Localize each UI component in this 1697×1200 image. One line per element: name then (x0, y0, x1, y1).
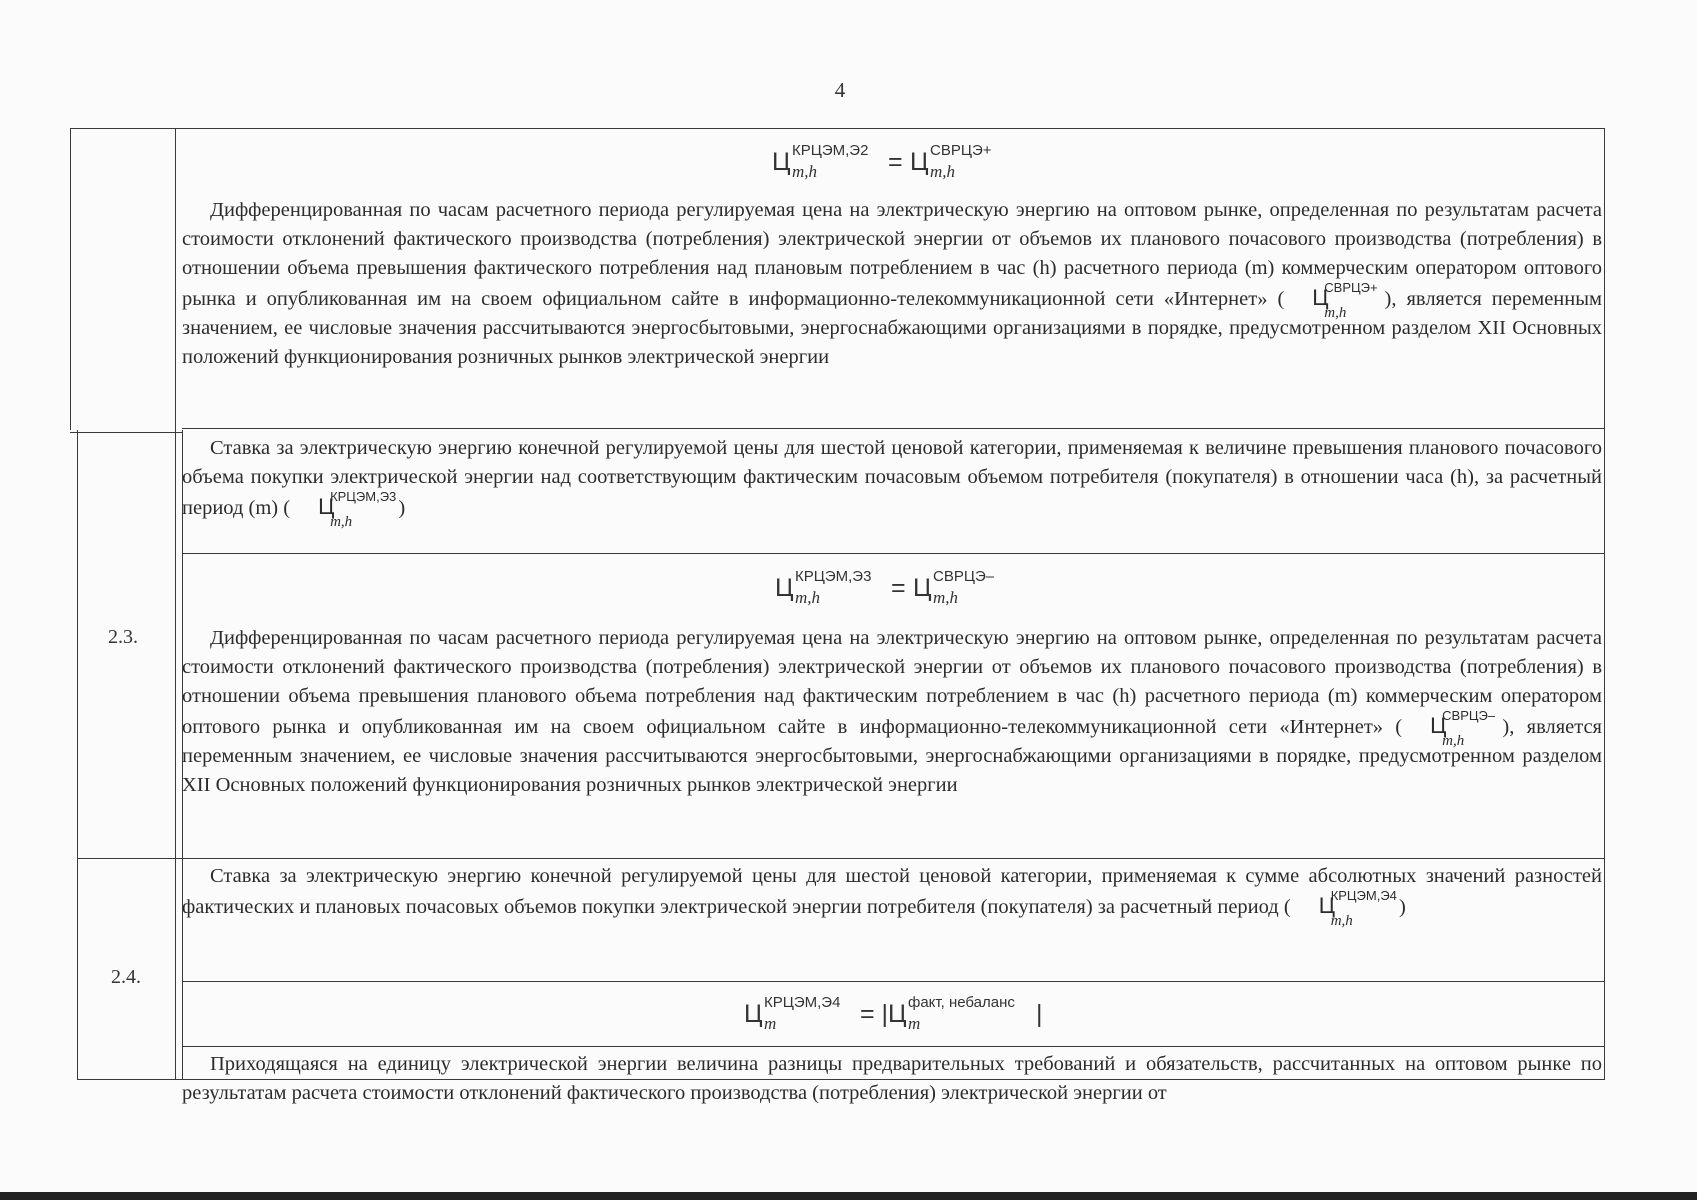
formula-symbol: Ц (772, 148, 791, 176)
formula-equals: = (888, 148, 903, 176)
table-right-border (1604, 128, 1605, 1080)
inline-symbol: Ц КРЦЭМ,Э3 m,h (318, 489, 397, 530)
column-divider (175, 128, 176, 1080)
formula-bar: | (1036, 1000, 1043, 1028)
paragraph-price-e2: Дифференцированная по часам расчетного периода регулируемая цена на электрическую энергию на оптовом рынке, определенная по результатам расчета стоимости отклонений фактического производства (потребления) электрической энергии от объемов их планового почасового производства (потребления) в отношении объема превышения фактического потребления над плановым потреблением в час (h) расчетного периода (m) коммерческим оператором оптового рынка и опубликованная им на своем официальном сайте в информационно-телекоммуникационной сети «Интернет» ( Ц СВРЦЭ+ m,h ), является переменным значением, ее числовые значения рассчитываются энергосбытовыми, энергоснабжающими организациями в порядке, предусмотренном разделом XII Основных положений функционирования розничных рынков электрической энергии (182, 199, 1602, 368)
inline-symbol: Ц СВРЦЭ+ m,h (1312, 280, 1378, 321)
scan-edge (0, 1192, 1697, 1200)
paragraph-price-e3: Дифференцированная по часам расчетного периода регулируемая цена на электрическую энергию на оптовом рынке, определенная по результатам расчета стоимости отклонений фактического производства (потребления) электрической энергии от объемов их планового почасового производства (потребления) в отношении объема превышения планового объема потребления над фактическим потреблением в час (h) расчетного периода (m) коммерческим оператором оптового рынка и опубликованная им на своем официальном сайте в информационно-телекоммуникационной сети «Интернет» ( Ц СВРЦЭ– m,h ), является переменным значением, ее числовые значения рассчитываются энергосбытовыми, энергоснабжающими организациями в порядке, предусмотренном разделом XII Основных положений функционирования розничных рынков электрической энергии (182, 627, 1602, 796)
row-separator (77, 858, 1604, 859)
formula-subscript: m,h (792, 162, 818, 181)
formula-e3 (775, 568, 1035, 612)
row-separator (182, 981, 1604, 982)
formula-subscript: m (908, 1014, 921, 1033)
formula-superscript: СВРЦЭ– (933, 568, 995, 585)
row-separator (182, 553, 1604, 554)
formula-superscript: КРЦЭМ,Э2 (792, 142, 869, 159)
row-separator (182, 1046, 1604, 1047)
formula-subscript: m,h (795, 588, 821, 607)
paragraph-rate-e3: Ставка за электрическую энергию конечной регулируемой цены для шестой ценовой категории, применяемая к величине превышения планового почасового объема покупки электрической энергии над соответствующим фактическим почасовым объемом потребителя (покупателя) в отношении часа (h), за расчетный период (m) ( Ц КРЦЭМ,Э3 m,h ) (182, 437, 1602, 530)
formula-symbol: Ц (775, 574, 794, 602)
formula-superscript: факт, небаланс (908, 994, 1015, 1011)
formula-superscript: КРЦЭМ,Э4 (764, 994, 841, 1011)
table-left-border (70, 128, 71, 430)
formula-e4 (744, 994, 1084, 1038)
formula-symbol: Ц (888, 1000, 907, 1028)
row-separator (182, 428, 1604, 429)
row-number-2-4: 2.4. (111, 966, 141, 988)
page-number: 4 (834, 78, 846, 102)
formula-superscript: СВРЦЭ+ (930, 142, 992, 159)
formula-symbol: Ц (913, 574, 932, 602)
table-border-top (70, 128, 1604, 129)
formula-symbol: Ц (910, 148, 929, 176)
formula-superscript: КРЦЭМ,Э3 (795, 568, 872, 585)
paragraph-imbalance: Приходящаяся на единицу электрической энергии величина разницы предварительных требований и обязательств, рассчитанных на оптовом рынке по результатам расчета стоимости отклонений фактического производства (потребления) электрической энергии от (182, 1053, 1602, 1104)
formula-subscript: m,h (933, 588, 959, 607)
inline-symbol: Ц КРЦЭМ,Э4 m,h (1318, 888, 1397, 929)
formula-subscript: m,h (930, 162, 956, 181)
table-left-border (77, 430, 78, 1080)
formula-equals: = (891, 574, 906, 602)
formula-subscript: m (764, 1014, 777, 1033)
row-separator (70, 432, 182, 433)
inline-symbol: Ц СВРЦЭ– m,h (1430, 708, 1496, 749)
formula-equals: = | (860, 1000, 889, 1028)
row-number-2-3: 2.3. (108, 626, 138, 648)
formula-symbol: Ц (744, 1000, 763, 1028)
formula-e2 (772, 142, 1032, 186)
paragraph-rate-e4: Ставка за электрическую энергию конечной регулируемой цены для шестой ценовой категории, применяемая к сумме абсолютных значений разностей фактических и плановых почасовых объемов покупки электрической энергии потребителя (покупателя) за расчетный период ( Ц КРЦЭМ,Э4 m,h ) (182, 865, 1602, 929)
